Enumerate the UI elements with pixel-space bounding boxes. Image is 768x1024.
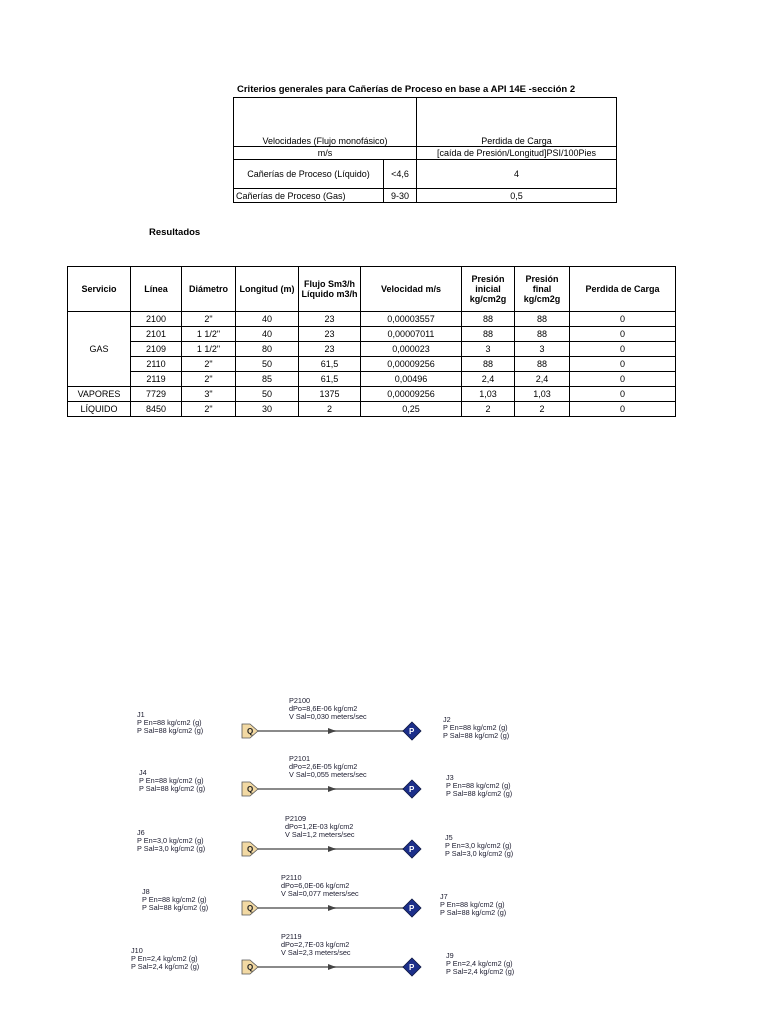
- table-cell: 1375: [299, 387, 361, 402]
- junction-pressure-in: P En=2,4 kg/cm2 (g): [446, 959, 513, 968]
- table-cell: 2": [182, 402, 236, 417]
- table-cell: 2101: [131, 327, 182, 342]
- table-cell: 0,25: [361, 402, 462, 417]
- velocity-unit: m/s: [234, 147, 417, 160]
- pipe-segment: [242, 722, 421, 740]
- source-symbol: Q: [247, 727, 254, 736]
- table-cell: 2: [462, 402, 515, 417]
- table-cell: 2109: [131, 342, 182, 357]
- flow-arrow-icon: [328, 846, 336, 852]
- junction-pressure-in: P En=88 kg/cm2 (g): [142, 895, 207, 904]
- sink-symbol: P: [409, 904, 415, 913]
- pipe-velocity: V Sal=0,055 meters/sec: [289, 770, 367, 779]
- service-cell: GAS: [68, 312, 131, 387]
- table-cell: 88: [462, 312, 515, 327]
- pipe-pressure-drop: dPo=6,0E-06 kg/cm2: [281, 881, 350, 890]
- junction-name: J1: [137, 710, 145, 719]
- criteria-row-label: Cañerías de Proceso (Líquido): [234, 160, 384, 189]
- table-cell: 50: [236, 357, 299, 372]
- pipe-segment: [242, 840, 421, 858]
- table-cell: 50: [236, 387, 299, 402]
- table-cell: 0: [570, 357, 676, 372]
- junction-name: J9: [446, 951, 454, 960]
- junction-name: J4: [139, 768, 147, 777]
- table-cell: 88: [462, 357, 515, 372]
- table-cell: 3: [462, 342, 515, 357]
- criteria-row-velocity: 9-30: [384, 189, 417, 203]
- junction-name: J5: [445, 833, 453, 842]
- col-header: Flujo Sm3/h Líquido m3/h: [299, 267, 361, 312]
- table-cell: 2: [515, 402, 570, 417]
- pipe-name: P2110: [281, 873, 302, 882]
- pipe-segment: [242, 780, 421, 798]
- table-cell: 3: [515, 342, 570, 357]
- table-cell: 2": [182, 312, 236, 327]
- table-cell: 0: [570, 342, 676, 357]
- table-cell: 0,000023: [361, 342, 462, 357]
- table-cell: 2: [299, 402, 361, 417]
- junction-pressure-out: P Sal=88 kg/cm2 (g): [139, 784, 206, 793]
- table-cell: 2119: [131, 372, 182, 387]
- col-header: Línea: [131, 267, 182, 312]
- service-cell: VAPORES: [68, 387, 131, 402]
- table-cell: 1 1/2": [182, 327, 236, 342]
- col-header: Longitud (m): [236, 267, 299, 312]
- junction-pressure-out: P Sal=3,0 kg/cm2 (g): [445, 849, 514, 858]
- pipe-name: P2109: [285, 814, 307, 823]
- table-cell: 0: [570, 402, 676, 417]
- junction-name: J7: [440, 892, 448, 901]
- table-cell: 2": [182, 372, 236, 387]
- table-cell: 2,4: [515, 372, 570, 387]
- pipe-velocity: V Sal=0,030 meters/sec: [289, 712, 367, 721]
- table-cell: 1,03: [515, 387, 570, 402]
- table-cell: 0,00009256: [361, 357, 462, 372]
- flow-arrow-icon: [328, 786, 336, 792]
- junction-pressure-in: P En=3,0 kg/cm2 (g): [137, 836, 204, 845]
- table-cell: 30: [236, 402, 299, 417]
- table-cell: 3": [182, 387, 236, 402]
- junction-pressure-in: P En=88 kg/cm2 (g): [446, 781, 511, 790]
- table-cell: 0,00009256: [361, 387, 462, 402]
- junction-name: J10: [131, 946, 143, 955]
- junction-name: J8: [142, 887, 150, 896]
- pipe-velocity: V Sal=2,3 meters/sec: [281, 948, 351, 957]
- source-symbol: Q: [247, 963, 254, 972]
- junction-name: J6: [137, 828, 145, 837]
- table-cell: 23: [299, 342, 361, 357]
- table-cell: 88: [515, 327, 570, 342]
- junction-pressure-out: P Sal=88 kg/cm2 (g): [137, 726, 204, 735]
- table-cell: 8450: [131, 402, 182, 417]
- table-cell: 2100: [131, 312, 182, 327]
- junction-pressure-out: P Sal=2,4 kg/cm2 (g): [131, 962, 200, 971]
- junction-pressure-out: P Sal=3,0 kg/cm2 (g): [137, 844, 206, 853]
- table-cell: 2,4: [462, 372, 515, 387]
- col-header: Diámetro: [182, 267, 236, 312]
- criteria-row-loss: 0,5: [417, 189, 617, 203]
- sink-symbol: P: [409, 727, 415, 736]
- table-cell: 80: [236, 342, 299, 357]
- table-cell: 23: [299, 312, 361, 327]
- pipe-name: P2100: [289, 696, 311, 705]
- table-cell: 88: [515, 312, 570, 327]
- col-header: Velocidad m/s: [361, 267, 462, 312]
- flow-arrow-icon: [328, 964, 336, 970]
- pipe-pressure-drop: dPo=1,2E-03 kg/cm2: [285, 822, 354, 831]
- junction-name: J2: [443, 715, 451, 724]
- junction-pressure-in: P En=88 kg/cm2 (g): [440, 900, 505, 909]
- pipe-pressure-drop: dPo=8,6E-06 kg/cm2: [289, 704, 358, 713]
- table-cell: 61,5: [299, 372, 361, 387]
- pipe-velocity: V Sal=0,077 meters/sec: [281, 889, 359, 898]
- pipe-pressure-drop: dPo=2,6E-05 kg/cm2: [289, 762, 358, 771]
- table-cell: 88: [462, 327, 515, 342]
- sink-symbol: P: [409, 785, 415, 794]
- pipe-pressure-drop: dPo=2,7E-03 kg/cm2: [281, 940, 350, 949]
- sink-symbol: P: [409, 963, 415, 972]
- table-cell: 7729: [131, 387, 182, 402]
- table-cell: 1 1/2": [182, 342, 236, 357]
- pipe-segment: [242, 958, 421, 976]
- results-label: Resultados: [149, 227, 201, 238]
- table-cell: 61,5: [299, 357, 361, 372]
- flow-arrow-icon: [328, 728, 336, 734]
- table-cell: 0,00007011: [361, 327, 462, 342]
- junction-pressure-out: P Sal=88 kg/cm2 (g): [142, 903, 209, 912]
- table-cell: 40: [236, 327, 299, 342]
- table-cell: 2110: [131, 357, 182, 372]
- source-symbol: Q: [247, 845, 254, 854]
- source-symbol: Q: [247, 904, 254, 913]
- col-header: Servicio: [68, 267, 131, 312]
- pipe-name: P2101: [289, 754, 311, 763]
- junction-pressure-out: P Sal=88 kg/cm2 (g): [443, 731, 510, 740]
- velocity-header: Velocidades (Flujo monofásico): [234, 98, 417, 147]
- junction-pressure-in: P En=88 kg/cm2 (g): [137, 718, 202, 727]
- table-cell: 0: [570, 372, 676, 387]
- loss-unit: [caída de Presión/Longitud]PSI/100Pies: [417, 147, 617, 160]
- junction-pressure-in: P En=88 kg/cm2 (g): [443, 723, 508, 732]
- junction-pressure-out: P Sal=88 kg/cm2 (g): [440, 908, 507, 917]
- table-cell: 85: [236, 372, 299, 387]
- table-cell: 0: [570, 387, 676, 402]
- criteria-title: Criterios generales para Cañerías de Proceso en base a API 14E -sección 2: [237, 84, 576, 95]
- table-cell: 40: [236, 312, 299, 327]
- pipe-name: P2119: [281, 932, 302, 941]
- criteria-row-label: Cañerías de Proceso (Gas): [234, 189, 384, 203]
- table-cell: 1,03: [462, 387, 515, 402]
- col-header: Perdida de Carga: [570, 267, 676, 312]
- criteria-row-loss: 4: [417, 160, 617, 189]
- table-cell: 88: [515, 357, 570, 372]
- table-cell: 2": [182, 357, 236, 372]
- table-cell: 0: [570, 312, 676, 327]
- flow-arrow-icon: [328, 905, 336, 911]
- criteria-row-velocity: <4,6: [384, 160, 417, 189]
- junction-pressure-out: P Sal=88 kg/cm2 (g): [446, 789, 513, 798]
- pipe-velocity: V Sal=1,2 meters/sec: [285, 830, 355, 839]
- table-cell: 23: [299, 327, 361, 342]
- sink-symbol: P: [409, 845, 415, 854]
- junction-name: J3: [446, 773, 454, 782]
- col-header: Presión inicial kg/cm2g: [462, 267, 515, 312]
- table-cell: 0,00003557: [361, 312, 462, 327]
- service-cell: LÍQUIDO: [68, 402, 131, 417]
- junction-pressure-in: P En=88 kg/cm2 (g): [139, 776, 204, 785]
- col-header: Presión final kg/cm2g: [515, 267, 570, 312]
- loss-header: Perdida de Carga: [417, 98, 617, 147]
- pipe-segment: [242, 899, 421, 917]
- source-symbol: Q: [247, 785, 254, 794]
- table-cell: 0,00496: [361, 372, 462, 387]
- table-cell: 0: [570, 327, 676, 342]
- junction-pressure-out: P Sal=2,4 kg/cm2 (g): [446, 967, 515, 976]
- junction-pressure-in: P En=3,0 kg/cm2 (g): [445, 841, 512, 850]
- junction-pressure-in: P En=2,4 kg/cm2 (g): [131, 954, 198, 963]
